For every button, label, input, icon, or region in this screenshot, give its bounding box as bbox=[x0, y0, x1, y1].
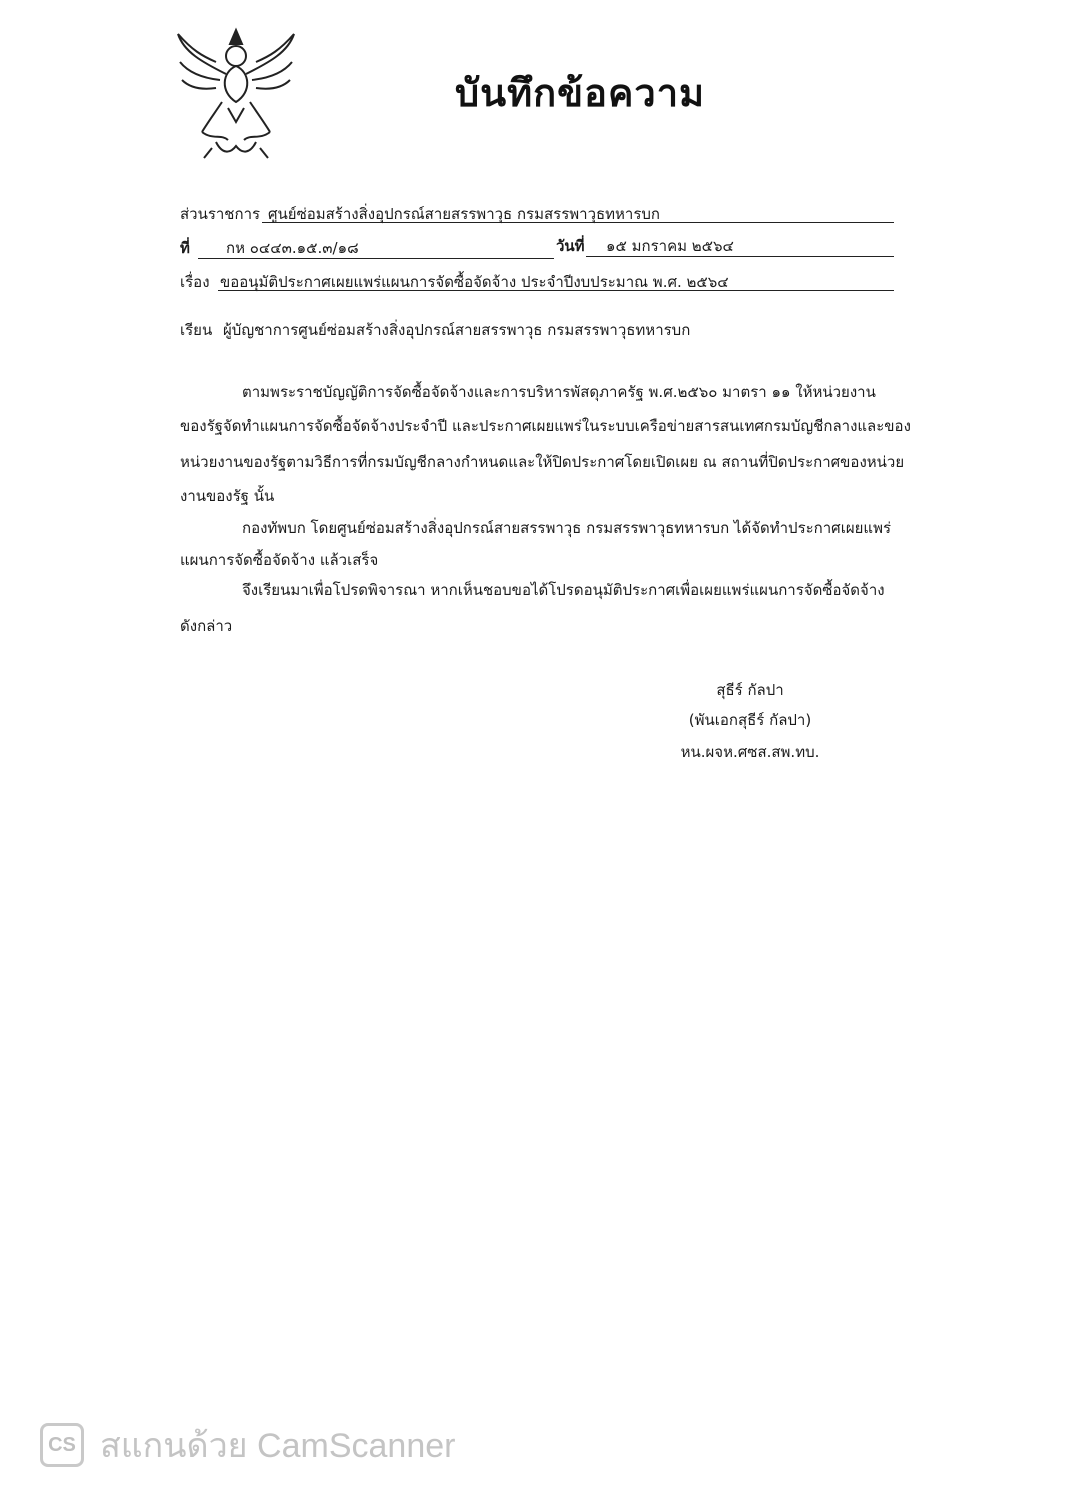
department-value: ศูนย์ซ่อมสร้างสิ่งอุปกรณ์สายสรรพาวุธ กรมสรรพาวุธทหารบก bbox=[268, 205, 660, 223]
camscanner-logo-icon: CS bbox=[40, 1423, 84, 1467]
salutation-value: ผู้บัญชาการศูนย์ซ่อมสร้างสิ่งอุปกรณ์สายสรรพาวุธ กรมสรรพาวุธทหารบก bbox=[223, 321, 691, 339]
salutation-label: เรียน bbox=[180, 321, 213, 339]
body-p1-line4: งานของรัฐ นั้น bbox=[180, 487, 275, 505]
department-label: ส่วนราชการ bbox=[180, 205, 261, 223]
body-p3-line1: จึงเรียนมาเพื่อโปรดพิจารณา หากเห็นชอบขอได้โปรดอนุมัติประกาศเพื่อเผยแพร่แผนการจัดซื้อจัดจ้าง bbox=[242, 581, 885, 599]
body-p2-line2: แผนการจัดซื้อจัดจ้าง แล้วเสร็จ bbox=[180, 551, 379, 569]
body-p1-line2: ของรัฐจัดทำแผนการจัดซื้อจัดจ้างประจำปี และประกาศเผยแพร่ในระบบเครือข่ายสารสนเทศกรมบัญชีกลางและของ bbox=[180, 417, 911, 435]
camscanner-text: สแกนด้วย CamScanner bbox=[100, 1427, 456, 1465]
signature-full-name: (พันเอกสุธีร์ กัลปา) bbox=[688, 711, 812, 729]
body-p1-line1: ตามพระราชบัญญัติการจัดซื้อจัดจ้างและการบริหารพัสดุภาครัฐ พ.ศ.๒๕๖๐ มาตรา ๑๑ ให้หน่วยงาน bbox=[242, 383, 876, 401]
date-label: วันที่ bbox=[556, 237, 585, 255]
body-p2-line1: กองทัพบก โดยศูนย์ซ่อมสร้างสิ่งอุปกรณ์สายสรรพาวุธ กรมสรรพาวุธทหารบก ได้จัดทำประกาศเผยแพร่ bbox=[242, 519, 892, 537]
department-underline bbox=[262, 222, 894, 223]
garuda-emblem-icon bbox=[172, 22, 300, 162]
reference-label: ที่ bbox=[180, 239, 190, 257]
memo-title: บันทึกข้อความ bbox=[455, 71, 706, 115]
camscanner-watermark bbox=[40, 1418, 455, 1472]
body-p3-line2: ดังกล่าว bbox=[180, 617, 233, 635]
salutation bbox=[180, 318, 690, 342]
signature-name: สุธีร์ กัลปา bbox=[716, 681, 784, 699]
signature-position: หน.ผจห.ศซส.สพ.ทบ. bbox=[680, 743, 820, 761]
date-underline bbox=[586, 256, 894, 257]
date-value: ๑๕ มกราคม ๒๕๖๔ bbox=[606, 237, 734, 255]
subject-label: เรื่อง bbox=[180, 273, 210, 291]
subject-underline bbox=[218, 290, 894, 291]
reference-value: กห ๐๔๔๓.๑๕.๓/๑๘ bbox=[226, 239, 359, 257]
body-p1-line3: หน่วยงานของรัฐตามวิธีการที่กรมบัญชีกลางกำหนดและให้ปิดประกาศโดยเปิดเผย ณ สถานที่ปิดประกาศของหน่วย bbox=[180, 453, 905, 471]
subject-value: ขออนุมัติประกาศเผยแพร่แผนการจัดซื้อจัดจ้าง ประจำปีงบประมาณ พ.ศ. ๒๕๖๔ bbox=[220, 273, 729, 291]
reference-underline bbox=[198, 258, 554, 259]
